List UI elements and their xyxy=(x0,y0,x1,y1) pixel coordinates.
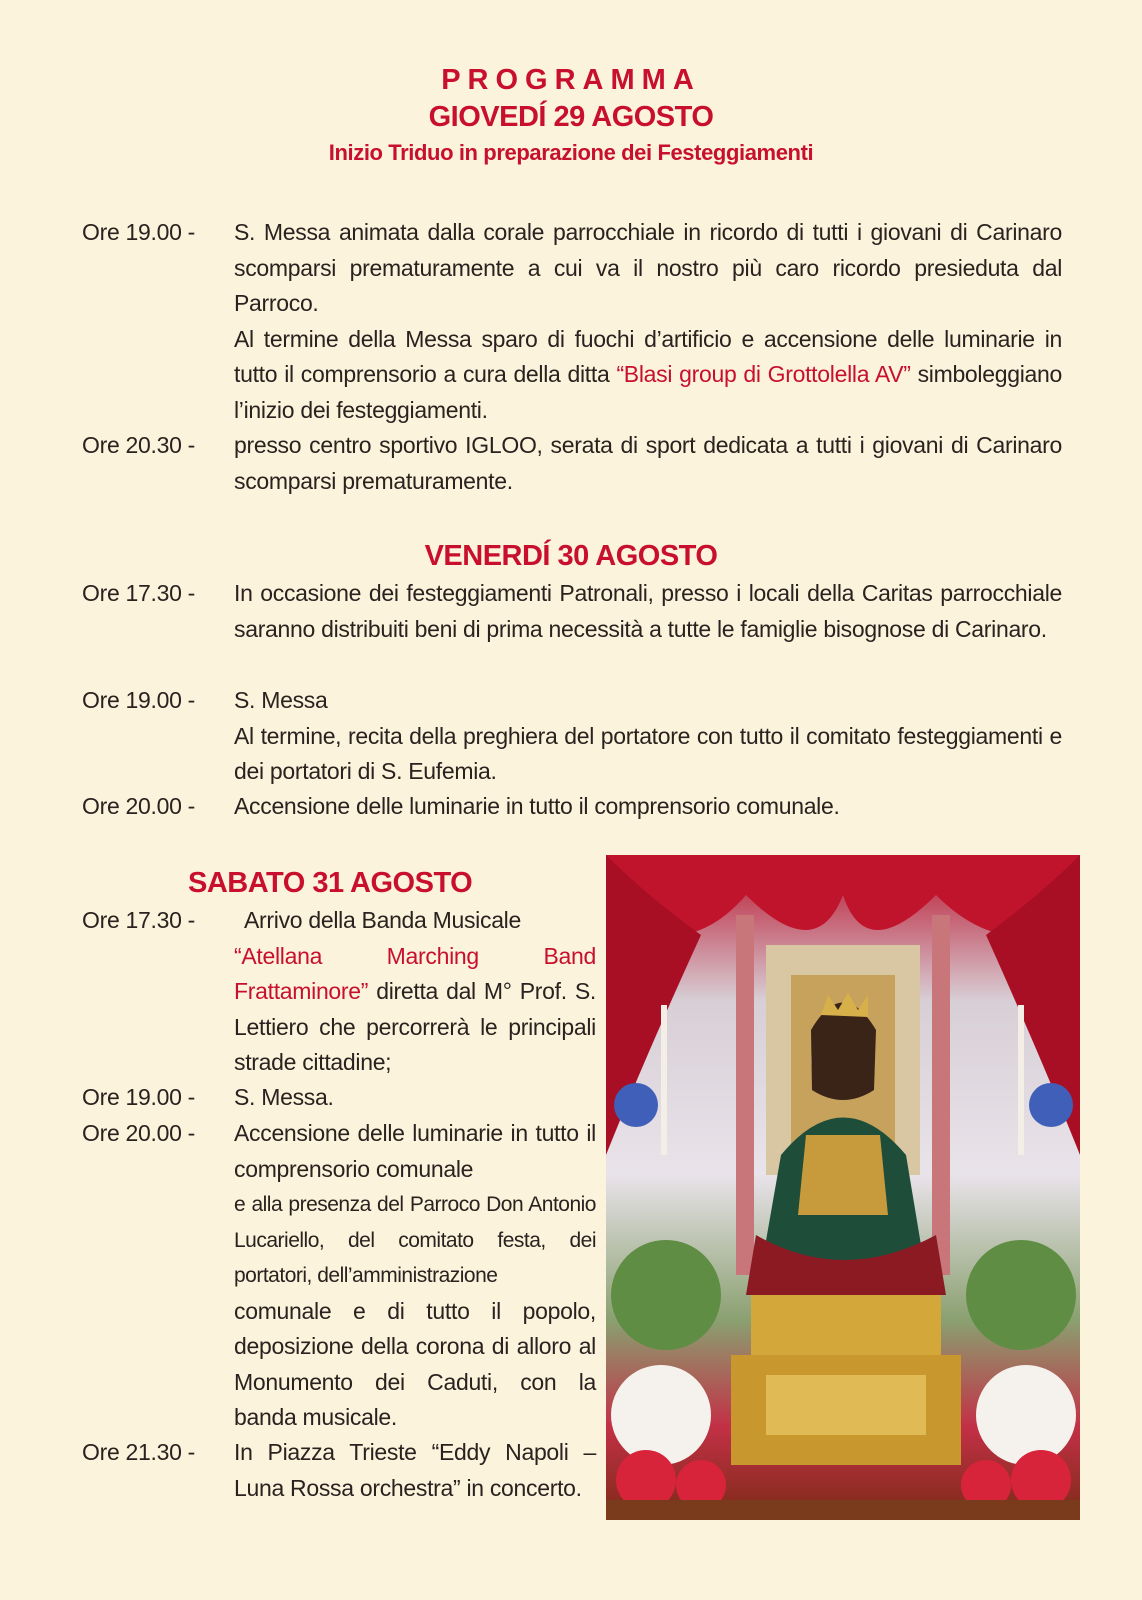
event-time: Ore 19.00 - xyxy=(82,1084,196,1110)
program-title: PROGRAMMA xyxy=(441,64,701,96)
program-header xyxy=(0,62,1142,170)
saint-statue-photo xyxy=(606,855,1080,1520)
statue-illustration xyxy=(606,855,1080,1520)
event-time: Ore 17.30 - xyxy=(82,580,196,606)
event-text: Accensione delle luminarie in tutto il comprensorio comunale. xyxy=(234,793,840,819)
event-text-small: e alla presenza del Parroco Don Antonio Lucariello, del comitato festa, dei portatori, dell’amministrazione xyxy=(234,1193,596,1287)
event-time: Ore 21.30 - xyxy=(82,1439,196,1465)
event-time: Ore 17.30 - xyxy=(82,907,196,933)
day1-subtitle: Inizio Triduo in preparazione dei Festeggiamenti xyxy=(328,140,814,165)
event-text: In Piazza Trieste “Eddy Napoli – Luna Rossa orchestra” in concerto. xyxy=(234,1439,596,1501)
day2-heading: VENERDÍ 30 AGOSTO xyxy=(424,540,718,572)
event-day1-2030 xyxy=(82,428,1062,499)
event-text-continued: “Atellana Marching Band Frattaminore” diretta dal M° Prof. S. Lettiero che percorrerà le principali strade cittadine; xyxy=(234,942,596,1075)
event-day2-1900 xyxy=(82,683,1062,790)
event-day1-1900 xyxy=(82,215,1062,428)
event-text: S. Messa xyxy=(234,687,328,713)
event-text-secondary: Al termine, recita della preghiera del portatore con tutto il comitato festeggiamenti e dei portatori di S. Eufemia. xyxy=(234,722,1062,784)
fireworks-company: “Blasi group di Grottolella AV” xyxy=(616,361,911,387)
event-text: In occasione dei festeggiamenti Patronali, presso i locali della Caritas parrocchiale saranno distribuiti beni di prima necessità a tutte le famiglie bisognose di Carinaro. xyxy=(234,580,1062,642)
event-text: Arrivo della Banda Musicale xyxy=(244,907,521,933)
band-name: “Atellana Marching Band Frattaminore” xyxy=(234,942,596,1004)
event-time: Ore 20.00 - xyxy=(82,1120,196,1146)
event-time: Ore 19.00 - xyxy=(82,687,196,713)
day1-heading: GIOVEDÍ 29 AGOSTO xyxy=(428,101,714,133)
event-time: Ore 19.00 - xyxy=(82,219,196,245)
event-time: Ore 20.30 - xyxy=(82,432,196,458)
event-text: presso centro sportivo IGLOO, serata di sport dedicata a tutti i giovani di Carinaro scomparsi prematuramente. xyxy=(234,432,1062,494)
event-text: S. Messa. xyxy=(234,1084,334,1110)
event-text: S. Messa animata dalla corale parrocchiale in ricordo di tutti i giovani di Carinaro scomparsi prematuramente a cui va il nostro più caro ricordo presieduta dal Parroco. xyxy=(234,219,1062,316)
event-text-secondary: comunale e di tutto il popolo, deposizione della corona di alloro al Monumento dei Caduti, con la banda musicale. xyxy=(234,1297,596,1430)
day3-heading: SABATO 31 AGOSTO xyxy=(188,867,473,899)
event-text-secondary: Al termine della Messa sparo di fuochi d’artificio e accensione delle luminarie in tutto il comprensorio a cura della ditta “Blasi group di Grottolella AV” simboleggiano l’inizio dei festeggiamenti. xyxy=(234,325,1062,423)
event-day2-2000 xyxy=(82,789,1062,825)
event-time: Ore 20.00 - xyxy=(82,793,196,819)
event-day2-1730 xyxy=(82,576,1062,647)
event-text: Accensione delle luminarie in tutto il comprensorio comunale xyxy=(234,1120,596,1182)
